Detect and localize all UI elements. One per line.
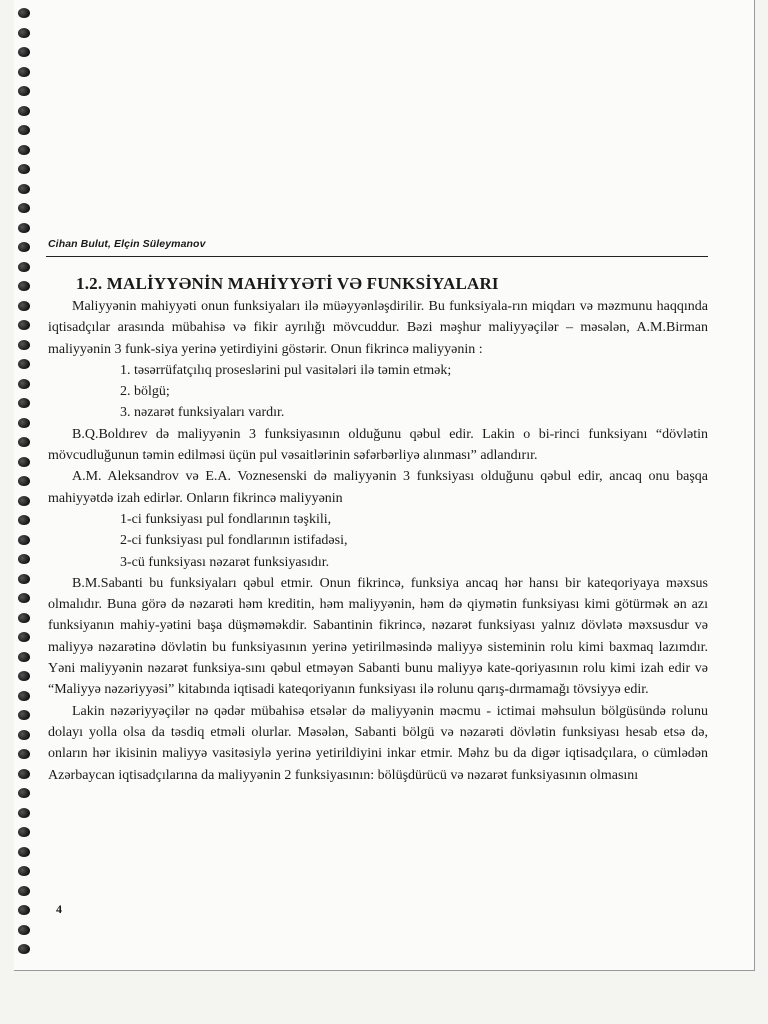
list-item: 3. nəzarət funksiyaları vardır. (120, 405, 285, 421)
spiral-binding (14, 0, 44, 970)
section-title: 1.2. MALİYYƏNİN MAHİYYƏTİ VƏ FUNKSİYALARI (76, 274, 499, 293)
binding-hole-icon (18, 418, 30, 428)
list-item: 2-ci funksiyası pul fondlarının istifadəsi, (120, 533, 348, 549)
binding-hole-icon (18, 944, 30, 954)
binding-hole-icon (18, 632, 30, 642)
body-text (48, 296, 708, 786)
binding-hole-icon (18, 8, 30, 18)
binding-hole-icon (18, 106, 30, 116)
binding-hole-icon (18, 457, 30, 467)
binding-hole-icon (18, 476, 30, 486)
header-rule (46, 256, 708, 257)
binding-hole-icon (18, 827, 30, 837)
binding-hole-icon (18, 379, 30, 389)
binding-hole-icon (18, 320, 30, 330)
list-item: 2. bölgü; (120, 384, 170, 400)
binding-hole-icon (18, 925, 30, 935)
binding-hole-icon (18, 671, 30, 681)
paragraph: B.Q.Boldırev də maliyyənin 3 funksiyasının olduğunu qəbul edir. Lakin o bi-rinci funksiyanı “dövlətin mövcudluğunun təmin edilməsi üçün pul vəsaitlərinin səfərbərliyə alınması” adlandırır. (48, 426, 708, 464)
binding-hole-icon (18, 691, 30, 701)
binding-hole-icon (18, 437, 30, 447)
paragraph: B.M.Sabanti bu funksiyaları qəbul etmir. Onun fikrincə, funksiya ancaq hər hansı bir kateqoriyaya məxsus olmalıdır. Buna görə də nəzarəti həm kreditin, həm maliyyənin, həm də qiymətin funksiyası kimi götürmək ən azı funksiyanın mahiy-yətini başa düşməməkdir. Sabantinin fikrincə, nəzarət funksiyası yalnız dövlətə məxsusdur və maliyyə nəzarətinə dövlətin bu funksiyasının yerinə yetirilməsində maliyyə sisteminin rolu kimi baxmaq lazımdır. Yəni maliyyənin nəzarət funksiya-sını qəbul etməyən Sabanti bunu maliyyə kate-qoriyasının rolu kimi izah edir və “Maliyyə nəzəriyyəsi” kitabında iqtisadi kateqoriyanın funksiyası ilə rolunu qarış-dırmamağı tövsiyyə edir. (48, 575, 708, 698)
binding-hole-icon (18, 808, 30, 818)
running-head: Cihan Bulut, Elçin Süleymanov (48, 238, 206, 250)
binding-hole-icon (18, 340, 30, 350)
binding-hole-icon (18, 769, 30, 779)
binding-hole-icon (18, 613, 30, 623)
paragraph: Maliyyənin mahiyyəti onun funksiyaları ilə müəyyənləşdirilir. Bu funksiyala-rın miqdarı və məzmunu haqqında iqtisadçılar arasında mübahisə və fikir ayrılığı mövcuddur. Bəzi məşhur maliyyəçilər – məsələn, A.M.Birman maliyyənin 3 funk-siya yerinə yetirdiyini göstərir. Onun fikrincə maliyyənin : (48, 299, 708, 357)
binding-hole-icon (18, 905, 30, 915)
paragraph: Lakin nəzəriyyəçilər nə qədər mübahisə etsələr də maliyyənin məcmu - ictimai məhsulun bölgüsündə rolunu dolayı yolla olsa da təsdiq etməli olurlar. Məsələn, Sabanti bölgü və nəzarəti dövlətin funksiyası hesab etsə də, onların hər ikisinin maliyyə vasitəsiylə yerinə yetirildiyini inkar etmir. Məhz bu da digər iqtisadçılara, o cümlədən Azərbaycan iqtisadçılarına da maliyyənin 2 funksiyasının: bölüşdürücü və nəzarət funksiyasının olmasını (48, 703, 708, 783)
binding-hole-icon (18, 28, 30, 38)
paragraph: A.M. Aleksandrov və E.A. Voznesenski də maliyyənin 3 funksiyası olduğunu qəbul edir, ancaq onu başqa mahiyyətdə izah edirlər. Onların fikrincə maliyyənin (48, 469, 708, 506)
binding-hole-icon (18, 262, 30, 272)
binding-hole-icon (18, 301, 30, 311)
binding-hole-icon (18, 593, 30, 603)
binding-hole-icon (18, 496, 30, 506)
list-item: 1-ci funksiyası pul fondlarının təşkili, (120, 511, 332, 527)
binding-hole-icon (18, 847, 30, 857)
binding-hole-icon (18, 281, 30, 291)
binding-hole-icon (18, 730, 30, 740)
list-item: 1. təsərrüfatçılıq proseslərini pul vasitələri ilə təmin etmək; (120, 362, 452, 378)
binding-hole-icon (18, 86, 30, 96)
page-number: 4 (56, 902, 62, 916)
binding-hole-icon (18, 788, 30, 798)
binding-hole-icon (18, 886, 30, 896)
binding-hole-icon (18, 515, 30, 525)
binding-hole-icon (18, 125, 30, 135)
binding-hole-icon (18, 145, 30, 155)
binding-hole-icon (18, 398, 30, 408)
list-item: 3-cü funksiyası nəzarət funksiyasıdır. (120, 554, 330, 570)
binding-hole-icon (18, 554, 30, 564)
binding-hole-icon (18, 535, 30, 545)
binding-hole-icon (18, 749, 30, 759)
binding-hole-icon (18, 203, 30, 213)
binding-hole-icon (18, 242, 30, 252)
binding-hole-icon (18, 47, 30, 57)
binding-hole-icon (18, 223, 30, 233)
binding-hole-icon (18, 574, 30, 584)
binding-hole-icon (18, 359, 30, 369)
binding-hole-icon (18, 67, 30, 77)
binding-hole-icon (18, 164, 30, 174)
binding-hole-icon (18, 866, 30, 876)
binding-hole-icon (18, 184, 30, 194)
binding-hole-icon (18, 710, 30, 720)
binding-hole-icon (18, 652, 30, 662)
